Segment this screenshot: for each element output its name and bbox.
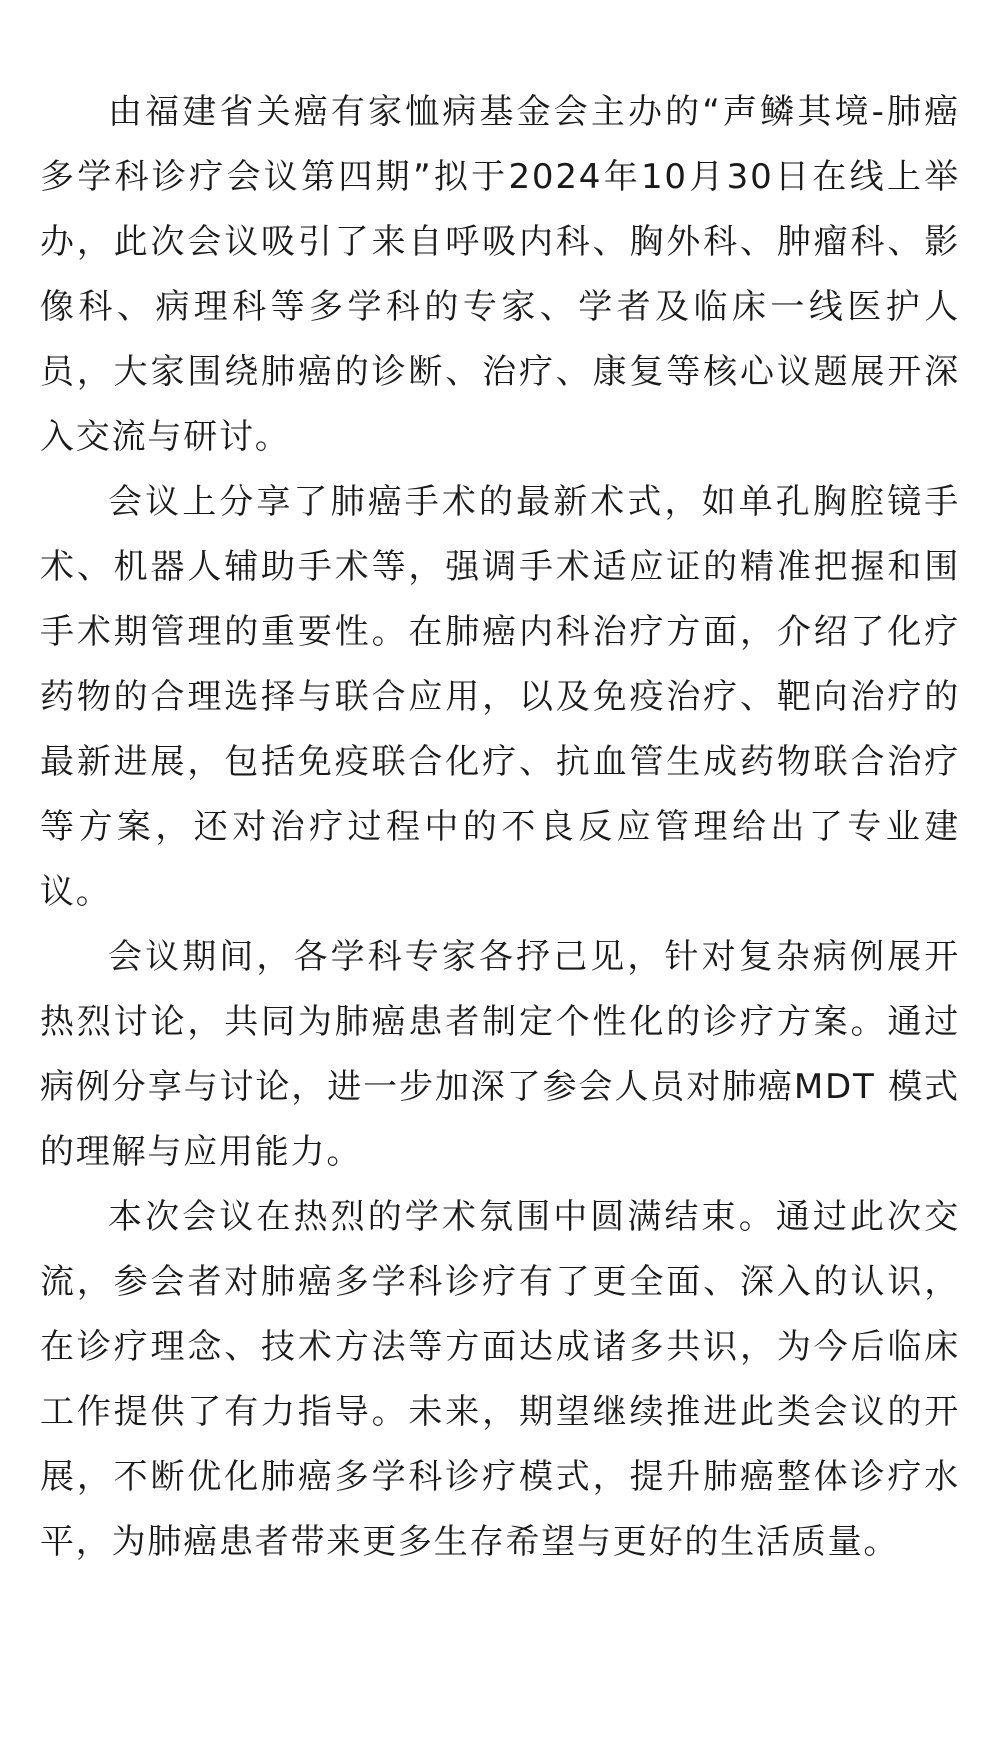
paragraph-meeting-intro: 由福建省关癌有家恤病基金会主办的“声鳞其境-肺癌多学科诊疗会议第四期”拟于2024年10月30日在线上举办，此次会议吸引了来自呼吸内科、胸外科、肿瘤科、影像科、病理科等多学科的专家、学者及临床一线医护人员，大家围绕肺癌的诊断、治疗、康复等核心议题展开深入交流与研讨。: [40, 92, 960, 457]
paragraph-conclusion: 本次会议在热烈的学术氛围中圆满结束。通过此次交流，参会者对肺癌多学科诊疗有了更全面、深入的认识，在诊疗理念、技术方法等方面达成诸多共识，为今后临床工作提供了有力指导。未来，期望继续推进此类会议的开展，不断优化肺癌多学科诊疗模式，提升肺癌整体诊疗水平，为肺癌患者带来更多生存希望与更好的生活质量。: [40, 1197, 960, 1562]
article-body: [40, 80, 960, 1575]
paragraph-surgery-and-treatment: 会议上分享了肺癌手术的最新术式，如单孔胸腔镜手术、机器人辅助手术等，强调手术适应证的精准把握和围手术期管理的重要性。在肺癌内科治疗方面，介绍了化疗药物的合理选择与联合应用，以及免疫治疗、靶向治疗的最新进展，包括免疫联合化疗、抗血管生成药物联合治疗等方案，还对治疗过程中的不良反应管理给出了专业建议。: [40, 482, 960, 912]
paragraph-case-discussion: 会议期间，各学科专家各抒己见，针对复杂病例展开热烈讨论，共同为肺癌患者制定个性化的诊疗方案。通过病例分享与讨论，进一步加深了参会人员对肺癌MDT 模式的理解与应用能力。: [40, 937, 960, 1172]
